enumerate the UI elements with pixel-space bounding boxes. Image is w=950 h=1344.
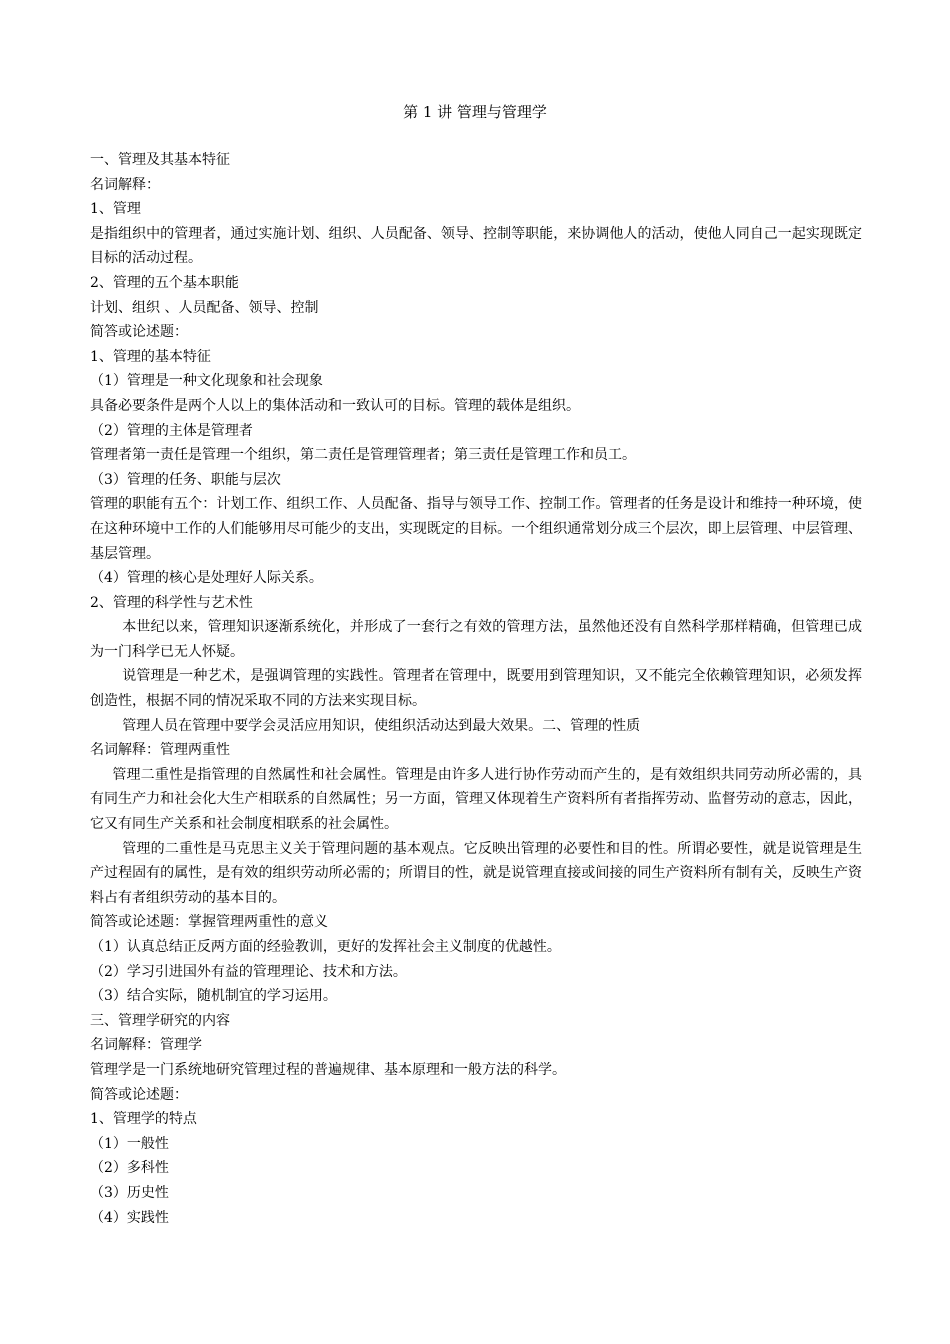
sub-item: （4）管理的核心是处理好人际关系。 (90, 570, 323, 587)
paragraph: 具备必要条件是两个人以上的集体活动和一致认可的目标。管理的载体是组织。 (90, 397, 580, 414)
paragraph: 管理者第一责任是管理一个组织，第二责任是管理管理者；第三责任是管理工作和员工。 (90, 447, 636, 464)
term-label: 名词解释：管理学 (90, 1037, 202, 1054)
term-label: 名词解释： (90, 176, 160, 193)
paragraph-management-definition: 是指组织中的管理者，通过实施计划、组织、人员配备、领导、控制等职能，来协调他人的活动，使他人同自己一起实现既定目标的活动过程。 (90, 225, 862, 267)
question-label: 简答或论述题：掌握管理两重性的意义 (90, 914, 328, 931)
sub-item: （1）认真总结正反两方面的经验教训，更好的发挥社会主义制度的优越性。 (90, 939, 561, 955)
sub-item: （4）实践性 (90, 1209, 169, 1226)
sub-item: （1）管理是一种文化现象和社会现象 (90, 373, 323, 390)
paragraph-art: 说管理是一种艺术，是强调管理的实践性。管理者在管理中，既要用到管理知识，又不能完全依赖管理知识，必须发挥创造性，根据不同的情况采取不同的方法来实现目标。 (90, 668, 862, 710)
sub-item: （2）学习引进国外有益的管理理论、技术和方法。 (90, 963, 407, 980)
paragraph: 计划、组织 、人员配备、领导、控制 (90, 299, 319, 316)
question-label: 简答或论述题： (90, 1086, 188, 1103)
sub-item: （3）历史性 (90, 1184, 169, 1201)
sub-item: （3）管理的任务、职能与层次 (90, 471, 281, 488)
section-heading-1: 一、管理及其基本特征 (90, 152, 230, 168)
item-heading: 1、管理的基本特征 (90, 348, 211, 365)
item-heading: 1、管理 (90, 201, 141, 218)
term-label: 名词解释：管理两重性 (90, 742, 230, 759)
sub-item: （1）一般性 (90, 1135, 169, 1152)
item-heading: 1、管理学的特点 (90, 1111, 197, 1128)
sub-item: （2）管理的主体是管理者 (90, 422, 253, 439)
paragraph-duality: 管理二重性是指管理的自然属性和社会属性。管理是由许多人进行协作劳动而产生的，是有效组织共同劳动所必需的，具有同生产力和社会化大生产相联系的自然属性；另一方面，管理又体现着生产资料所有者指挥劳动、监督劳动的意志，因此，它又有同生产关系和社会制度相联系的社会属性。 (90, 766, 862, 833)
paragraph: 管理学是一门系统地研究管理过程的普遍规律、基本原理和一般方法的科学。 (90, 1061, 566, 1078)
item-heading: 2、管理的五个基本职能 (90, 274, 239, 291)
paragraph-management-functions: 管理的职能有五个：计划工作、组织工作、人员配备、指导与领导工作、控制工作。管理者的任务是设计和维持一种环境，使在这种环境中工作的人们能够用尽可能少的支出，实现既定的目标。一个组织通常划分成三个层次，即上层管理、中层管理、基层管理。 (90, 496, 862, 562)
paragraph-marxism: 管理的二重性是马克思主义关于管理问题的基本观点。它反映出管理的必要性和目的性。所谓必要性，就是说管理是生产过程固有的属性，是有效的组织劳动所必需的；所谓目的性，就是说管理直接或间接的同生产资料所有制有关，反映生产资料占有者组织劳动的基本目的。 (90, 840, 862, 906)
section-heading-3: 三、管理学研究的内容 (90, 1012, 230, 1029)
sub-item: （3）结合实际，随机制宜的学习运用。 (90, 988, 337, 1005)
sub-item: （2）多科性 (90, 1160, 169, 1177)
paragraph-flexible: 管理人员在管理中要学会灵活应用知识，使组织活动达到最大效果。二、管理的性质 (122, 717, 641, 734)
paragraph-science: 本世纪以来，管理知识逐渐系统化，并形成了一套行之有效的管理方法，虽然他还没有自然科学那样精确，但管理已成为一门科学已无人怀疑。 (90, 619, 862, 660)
page-title: 第 1 讲 管理与管理学 (403, 103, 547, 121)
item-heading: 2、管理的科学性与艺术性 (90, 594, 253, 611)
document-body (90, 148, 862, 1230)
question-label: 简答或论述题： (90, 324, 188, 341)
